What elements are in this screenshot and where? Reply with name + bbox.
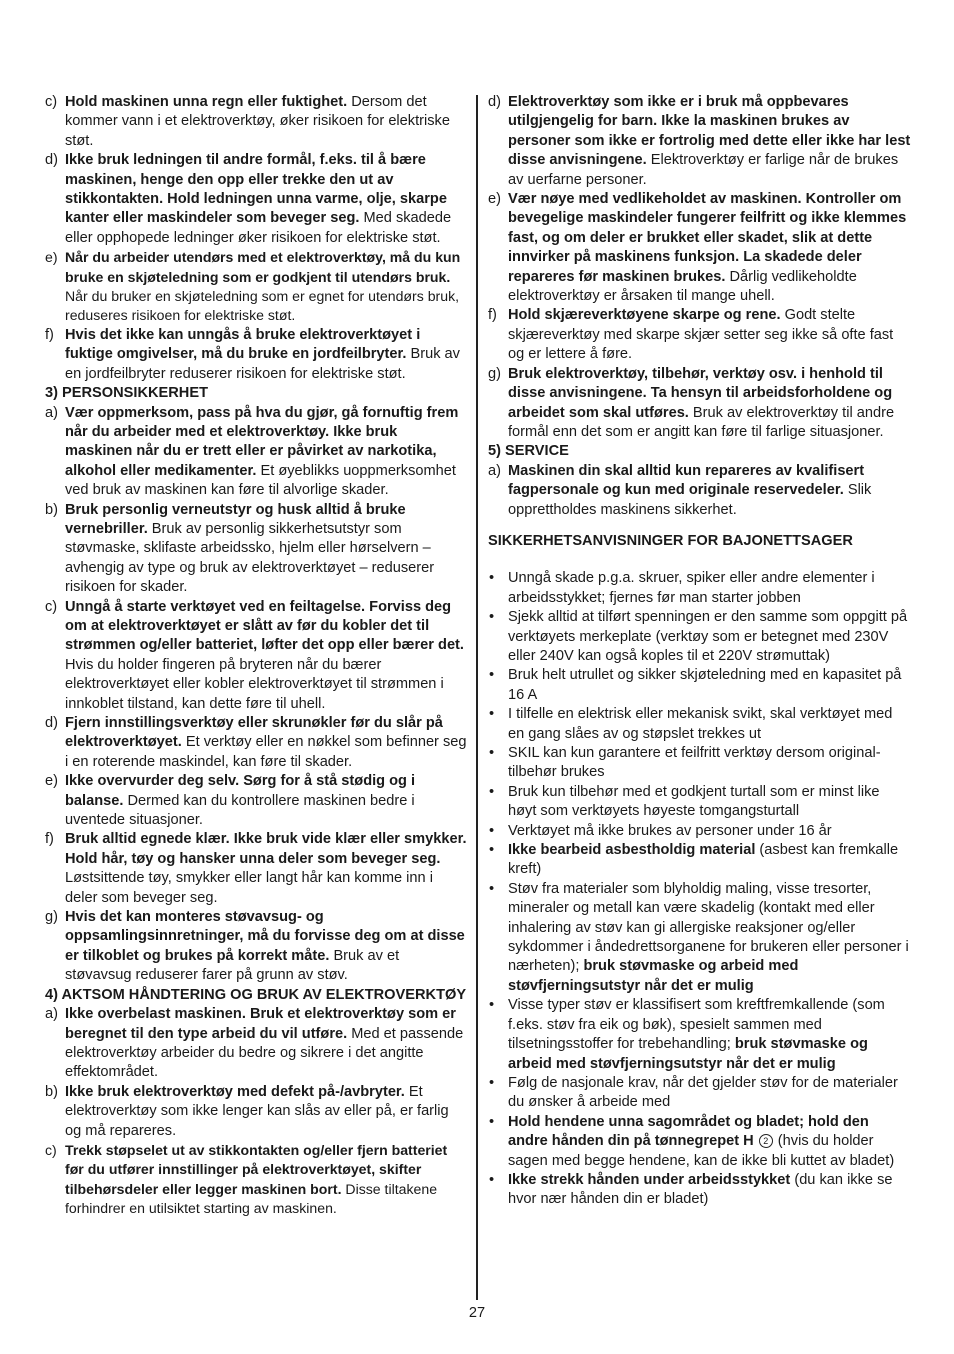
item-marker: c) <box>45 94 58 110</box>
bullet-marker: • <box>489 706 495 723</box>
bullet-marker: • <box>489 1113 495 1130</box>
instruction-text: Bruk av personlig sikkerhetsutstyr som støvmaske, sklifaste arbeidssko, hjelm eller hørselvern – avhengig av type og bruk av elektroverktøyet – reduserer risikoen for skader. <box>65 520 435 596</box>
item-marker: f) <box>488 307 497 324</box>
bullet-text: (asbest kan fremkalle kreft) <box>508 842 899 878</box>
item-marker: b) <box>45 1083 58 1100</box>
bullet-text: Sjekk alltid at tilført spenningen er den samme som oppgitt på verktøyets merkeplate (verktøy som er betegnet med 230V eller 240V kan også koples til et 220V strømuttak) <box>508 609 908 664</box>
list-item <box>488 744 911 783</box>
bullet-text: (hvis du holder sagen med begge hendene, kan de ikke bli kuttet av bladet) <box>508 1133 895 1169</box>
bullet-bold: Hold hendene unna sagområdet og bladet; hold den andre hånden din på tønnegrepet H <box>508 1113 869 1150</box>
instruction-bold: Fjern innstillingsverktøy eller skrunøkler før du slår på elektroverktøyet. <box>65 715 443 751</box>
instruction-bold: Hold skjæreverktøyene skarpe og rene. <box>508 307 781 324</box>
instruction-text: Disse tiltakene forhindrer en utilsiktet starting av maskinen. <box>65 1180 438 1217</box>
instruction-bold: Bruk elektroverktøy, tilbehør, verktøy osv. i henhold til disse anvisningene. Ta hensyn til arbeidsforholdene og arbeidet som skal utføres. <box>508 365 893 421</box>
bullet-marker: • <box>489 1074 495 1091</box>
instruction-bold: Vær oppmerksom, pass på hva du gjør, gå fornuftig frem når du arbeider med et elektroverktøy. Ikke bruk maskinen når du er trett eller er påvirket av narkotika, alkohol eller medikamenter. <box>65 404 459 479</box>
instruction-2c <box>45 93 467 151</box>
instruction-4g <box>488 365 911 443</box>
bullet-bold: bruk støvmaske og arbeid med støvfjerningsutstyr når det er mulig <box>508 958 799 994</box>
item-marker: d) <box>488 94 501 110</box>
section-title-bajonettsager: SIKKERHETSANVISNINGER FOR BAJONETTSAGER <box>488 532 853 549</box>
item-marker: d) <box>45 152 58 169</box>
item-marker: f) <box>45 326 54 343</box>
instruction-4f <box>488 306 911 364</box>
bullet-text: Bruk kun tilbehør med et godkjent turtall som er minst like høyt som verktøyets høyeste tomgangsturtall <box>508 783 880 820</box>
bullet-marker: • <box>489 783 495 800</box>
instruction-text: Bruk av en jordfeilbryter reduserer risikoen for elektriske støt. <box>65 346 460 382</box>
section-heading-service: 5) SERVICE <box>488 443 569 460</box>
bullet-text: Unngå skade p.g.a. skruer, spiker eller andre elementer i arbeidsstykket; fjernes før man starter jobben <box>508 570 875 606</box>
bullet-text: I tilfelle en elektrisk eller mekanisk svikt, skal verktøyet med en gang slåes av og støpslet trekkes ut <box>508 706 893 742</box>
instruction-text: Elektroverktøy er farlige når de brukes av uerfarne personer. <box>508 152 899 188</box>
instruction-bold: Hvis det kan monteres støvavsug- og oppsamlingsinnretninger, må du forvisse deg om at disse er tilkoblet og brukes på korrekt måte. <box>65 909 465 964</box>
item-marker: b) <box>45 501 58 518</box>
section-heading-personsikkerhet: 3) PERSONSIKKERHET <box>45 385 208 402</box>
instruction-4a <box>45 1005 467 1083</box>
instruction-bold: Hold maskinen unna regn eller fuktighet. <box>65 94 348 110</box>
instruction-bold: Trekk støpselet ut av stikkontakten og/eller fjern batteriet før du utfører innstillinger på elektroverktøyet, skifter tilbehørsdeler eller legger maskinen bort. <box>65 1141 448 1197</box>
instruction-bold: Hvis det ikke kan unngås å bruke elektroverktøyet i fuktige omgivelser, må du bruke en jordfeilbryter. <box>65 326 421 363</box>
instruction-3c <box>45 598 467 714</box>
instruction-4d <box>488 93 911 190</box>
item-marker: c) <box>45 1141 57 1158</box>
list-item <box>488 783 911 822</box>
list-item <box>488 822 911 841</box>
instruction-text: Bruk av elektroverktøy til andre formål enn det som er angitt kan føre til farlige situasjoner. <box>508 404 895 440</box>
bullet-text: Bruk helt utrullet og sikker skjøteledning med en kapasitet på 16 A <box>508 667 902 703</box>
instruction-4e <box>488 190 911 306</box>
instruction-3e <box>45 772 467 830</box>
item-marker: a) <box>488 462 501 479</box>
item-marker: a) <box>45 1006 58 1023</box>
bullet-bold: Ikke bearbeid asbestholdig material <box>508 842 756 859</box>
instruction-text: Når du bruker en skjøteledning som er egnet for utendørs bruk, reduseres risikoen for elektriske støt. <box>65 288 460 324</box>
instruction-text: Dermed kan du kontrollere maskinen bedre i uventede situasjoner. <box>65 792 415 829</box>
instruction-text: Løstsittende tøy, smykker eller langt hår kan komme inn i deler som beveger seg. <box>65 870 433 906</box>
instruction-bold: Maskinen din skal alltid kun repareres av kvalifisert fagpersonale og kun med originale reservedeler. <box>508 462 865 499</box>
instruction-bold: Når du arbeider utendørs med et elektroverktøy, må du kun bruke en skjøteledning som er godkjent til utendørs bruk. <box>65 249 461 285</box>
bullet-text: Visse typer støv er klassifisert som kreftfremkallende (som f.eks. støv fra eik og bøk), spesielt sammen med tilsetningsstoffer for trebehandling; <box>508 997 885 1053</box>
instruction-2d <box>45 151 467 248</box>
column-divider <box>476 95 478 1300</box>
right-column <box>488 93 911 1210</box>
item-marker: e) <box>45 249 58 266</box>
bullet-marker: • <box>489 822 495 839</box>
instruction-5a <box>488 462 911 520</box>
bullet-text: SKIL kan kun garantere et feilfritt verktøy dersom original-tilbehør brukes <box>508 745 881 781</box>
instruction-bold: Elektroverktøy som ikke er i bruk må oppbevares utilgjengelig for barn. Ikke la maskinen brukes av personer som ikke er fortrolig med dette eller ikke har lest disse anvisningene. <box>508 94 911 169</box>
item-marker: d) <box>45 715 58 731</box>
list-item <box>488 666 911 705</box>
bullet-text: Verktøyet må ikke brukes av personer under 16 år <box>508 822 832 839</box>
instruction-text: Med et passende elektroverktøy arbeider du bedre og sikrere i det angitte effektområdet. <box>65 1025 464 1081</box>
left-column <box>45 93 467 1219</box>
list-item <box>488 705 911 744</box>
instruction-text: Et øyeblikks uoppmerksomhet ved bruk av maskinen kan føre til alvorlige skader. <box>65 462 456 499</box>
page-number: 27 <box>468 1305 486 1321</box>
instruction-text: Et elektroverktøy som ikke lenger kan slås av eller på, er farlig og må repareres. <box>65 1083 449 1139</box>
list-item <box>488 608 911 666</box>
list-item <box>488 1171 911 1210</box>
bullet-text: (du kan ikke se hvor nær hånden din er bladet) <box>508 1171 893 1208</box>
instruction-3b <box>45 501 467 598</box>
item-marker: g) <box>45 909 58 926</box>
bullet-marker: • <box>489 745 495 761</box>
list-item <box>488 1074 911 1113</box>
bullet-marker: • <box>489 997 495 1014</box>
instruction-text: Slik opprettholdes maskinens sikkerhet. <box>508 482 872 518</box>
bullet-marker: • <box>489 880 495 897</box>
instruction-text: Et verktøy eller en nøkkel som befinner seg i en roterende maskindel, kan føre til skader. <box>65 734 467 770</box>
instruction-2e <box>45 248 467 326</box>
instruction-text: Dersom det kommer vann i et elektroverktøy, øker risikoen for elektriske støt. <box>65 94 450 149</box>
item-marker: e) <box>488 191 501 208</box>
figure-ref-circle: 2 <box>759 1134 773 1148</box>
item-marker: f) <box>45 831 54 848</box>
instruction-text: Bruk av et støvavsug reduserer farer på grunn av støv. <box>65 947 400 984</box>
instruction-bold: Vær nøye med vedlikeholdet av maskinen. Kontroller om bevegelige maskindeler fungerer feilfritt og ikke klemmes fast, og om deler er brukket eller skadet, slik at dette innvirker på maskinens funksjon. La skadede deler repareres før maskinen brukes. <box>508 191 907 285</box>
instruction-2f <box>45 326 467 384</box>
safety-bullet-list <box>488 569 911 1209</box>
bullet-marker: • <box>489 609 495 626</box>
instruction-4c <box>45 1141 467 1219</box>
bullet-marker: • <box>489 842 495 859</box>
instruction-text: Godt stelte skjæreverktøy med skarpe skjær setter seg ikke så ofte fast og er lettere å føre. <box>508 307 894 363</box>
instruction-text: Med skadede eller opphopede ledninger øker risikoen for elektriske støt. <box>65 210 452 246</box>
instruction-bold: Ikke overbelast maskinen. Bruk et elektroverktøy som er beregnet til den type arbeid du vil utføre. <box>65 1006 456 1042</box>
instruction-bold: Ikke overvurder deg selv. Sørg for å stå stødig og i balanse. <box>65 773 416 809</box>
instruction-bold: Unngå å starte verktøyet ved en feiltagelse. Forviss deg om at elektroverktøyet er slått av før du kobler det til strømmen og/eller batteriet, løfter det opp eller bærer det. <box>65 598 464 654</box>
instruction-bold: Bruk alltid egnede klær. Ikke bruk vide klær eller smykker. Hold hår, tøy og hansker unna deler som beveger seg. <box>65 831 467 867</box>
item-marker: a) <box>45 404 58 421</box>
list-item <box>488 996 911 1074</box>
list-item <box>488 1113 911 1171</box>
section-heading-aktsom-handtering: 4) AKTSOM HÅNDTERING OG BRUK AV ELEKTROVERKTØY <box>45 986 467 1003</box>
instruction-bold: Bruk personlig verneutstyr og husk alltid å bruke vernebriller. <box>65 501 406 537</box>
instruction-bold: Ikke bruk ledningen til andre formål, f.eks. til å bære maskinen, henge den opp eller trekke den ut av stikkontakten. Hold ledningen unna varme, olje, skarpe kanter eller maskindeler som beveger seg. <box>65 152 447 227</box>
instruction-3a <box>45 404 467 501</box>
list-item <box>488 880 911 996</box>
item-marker: c) <box>45 598 58 615</box>
bullet-bold: Ikke strekk hånden under arbeidsstykket <box>508 1171 791 1188</box>
bullet-text: Følg de nasjonale krav, når det gjelder støv for de materialer du ønsker å arbeide med <box>508 1074 898 1111</box>
instruction-4b <box>45 1083 467 1141</box>
bullet-marker: • <box>489 570 495 587</box>
bullet-bold: bruk støvmaske og arbeid med støvfjerningsutstyr når det er mulig <box>508 1036 868 1072</box>
instruction-bold: Ikke bruk elektroverktøy med defekt på-/avbryter. <box>65 1083 405 1100</box>
bullet-text: Støv fra materialer som blyholdig maling, visse tresorter, mineraler og metall kan være skadelig (kontakt med eller inhalering av støv kan gi allergiske reaksjoner og/eller sykdommer i åndedrettsorganene for brukeren eller personer i nærheten); <box>508 880 909 975</box>
instruction-text: Hvis du holder fingeren på bryteren når du bærer elektroverktøyet eller kobler elektroverktøyet til strømmen i innkoblet tilstand, kan dette føre til uhell. <box>65 656 444 712</box>
item-marker: e) <box>45 773 58 790</box>
instruction-3d <box>45 714 467 772</box>
bullet-marker: • <box>489 1171 495 1188</box>
instruction-3g <box>45 908 467 986</box>
instruction-text: Dårlig vedlikeholdte elektroverktøy er årsaken til mange uhell. <box>508 268 857 305</box>
instruction-3f <box>45 830 467 908</box>
item-marker: g) <box>488 365 501 382</box>
list-item <box>488 841 911 880</box>
bullet-marker: • <box>489 667 495 684</box>
list-item <box>488 569 911 608</box>
